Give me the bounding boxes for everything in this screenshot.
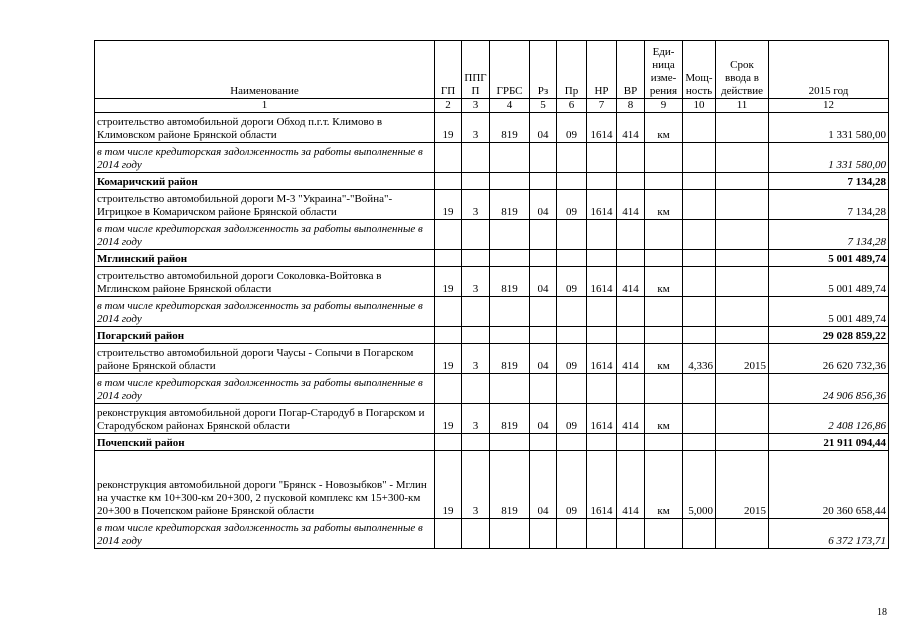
row-unit: км [645,404,683,434]
row-nr: 1614 [587,190,617,220]
col-number: 9 [645,99,683,113]
budget-table [94,40,889,549]
row-grbs: 819 [490,344,530,374]
row-rz: 04 [530,451,557,519]
row-amount: 20 360 658,44 [769,451,889,519]
row-ppgp: 3 [462,190,490,220]
header-grbs: ГРБС [490,41,530,99]
row-name: Мглинский район [95,250,435,267]
row-grbs: 819 [490,113,530,143]
row-pr: 09 [557,451,587,519]
row-rz: 04 [530,190,557,220]
col-number: 1 [95,99,435,113]
row-rz: 04 [530,113,557,143]
row-amount: 26 620 732,36 [769,344,889,374]
row-amount: 5 001 489,74 [769,267,889,297]
header-row [95,41,889,99]
header-year: 2015 год [769,41,889,99]
col-number: 6 [557,99,587,113]
row-name: в том числе кредиторская задолженность за работы выполненные в 2014 году [95,297,435,327]
row-term: 2015 [716,344,769,374]
row-name: строительство автомобильной дороги М-3 "Украина"-"Война"-Игрицкое в Комаричском районе Брянской области [95,190,435,220]
col-number: 10 [683,99,716,113]
table-row [95,250,889,267]
table-row [95,297,889,327]
row-gp: 19 [435,190,462,220]
row-rz: 04 [530,344,557,374]
row-gp: 19 [435,451,462,519]
row-pr: 09 [557,267,587,297]
header-pr: Пр [557,41,587,99]
row-amount: 2 408 126,86 [769,404,889,434]
row-name: в том числе кредиторская задолженность за работы выполненные в 2014 году [95,519,435,549]
col-number: 12 [769,99,889,113]
row-name: реконструкция автомобильной дороги "Брянск - Новозыбков" - Мглин на участке км 10+300-км 20+300, 2 пусковой комплекс км 15+300-км 20+300 в Почепском районе Брянской области [95,451,435,519]
row-ppgp: 3 [462,451,490,519]
row-pr: 09 [557,344,587,374]
row-power [683,190,716,220]
row-pr: 09 [557,404,587,434]
col-number: 11 [716,99,769,113]
row-grbs: 819 [490,451,530,519]
row-gp: 19 [435,404,462,434]
row-grbs: 819 [490,267,530,297]
header-unit: Еди-ница изме-рения [645,41,683,99]
row-gp: 19 [435,267,462,297]
row-amount: 5 001 489,74 [769,250,889,267]
page-number: 18 [877,607,887,618]
row-nr: 1614 [587,267,617,297]
row-power [683,404,716,434]
table-row [95,173,889,190]
row-pr: 09 [557,113,587,143]
row-grbs: 819 [490,404,530,434]
row-nr: 1614 [587,344,617,374]
table-row [95,344,889,374]
row-amount: 5 001 489,74 [769,297,889,327]
row-name: в том числе кредиторская задолженность за работы выполненные в 2014 году [95,220,435,250]
row-amount: 24 906 856,36 [769,374,889,404]
row-rz: 04 [530,404,557,434]
row-amount: 7 134,28 [769,173,889,190]
row-amount: 7 134,28 [769,220,889,250]
row-name: Погарский район [95,327,435,344]
table-row [95,113,889,143]
row-vr: 414 [617,113,645,143]
header-name: Наименование [95,41,435,99]
row-vr: 414 [617,404,645,434]
row-grbs: 819 [490,190,530,220]
header-nr: НР [587,41,617,99]
row-amount: 6 372 173,71 [769,519,889,549]
table-row [95,374,889,404]
row-amount: 1 331 580,00 [769,113,889,143]
col-number: 3 [462,99,490,113]
header-rz: Рз [530,41,557,99]
row-nr: 1614 [587,451,617,519]
row-vr: 414 [617,451,645,519]
row-ppgp: 3 [462,404,490,434]
col-number: 5 [530,99,557,113]
header-term: Срок ввода в действие [716,41,769,99]
row-name: строительство автомобильной дороги Соколовка-Войтовка в Мглинском районе Брянской области [95,267,435,297]
table-row [95,519,889,549]
row-rz: 04 [530,267,557,297]
column-number-row [95,99,889,113]
row-term [716,267,769,297]
row-term [716,404,769,434]
table-row [95,451,889,519]
row-unit: км [645,451,683,519]
row-unit: км [645,344,683,374]
header-ppgp: ППГ П [462,41,490,99]
row-name: в том числе кредиторская задолженность за работы выполненные в 2014 году [95,374,435,404]
row-term: 2015 [716,451,769,519]
row-unit: км [645,267,683,297]
table-row [95,434,889,451]
row-power: 5,000 [683,451,716,519]
row-nr: 1614 [587,113,617,143]
row-unit: км [645,190,683,220]
table-row [95,143,889,173]
row-ppgp: 3 [462,267,490,297]
table-row [95,220,889,250]
row-name: Почепский район [95,434,435,451]
row-amount: 1 331 580,00 [769,143,889,173]
col-number: 7 [587,99,617,113]
header-power: Мощ-ность [683,41,716,99]
row-name: строительство автомобильной дороги Обход п.г.т. Климово в Климовском районе Брянской области [95,113,435,143]
row-amount: 7 134,28 [769,190,889,220]
row-power [683,267,716,297]
row-amount: 29 028 859,22 [769,327,889,344]
row-term [716,113,769,143]
row-unit: км [645,113,683,143]
row-name: реконструкция автомобильной дороги Погар-Стародуб в Погарском и Стародубском районах Брянской области [95,404,435,434]
row-vr: 414 [617,190,645,220]
row-amount: 21 911 094,44 [769,434,889,451]
col-number: 8 [617,99,645,113]
row-name: Комаричский район [95,173,435,190]
table-row [95,190,889,220]
row-vr: 414 [617,267,645,297]
col-number: 2 [435,99,462,113]
row-ppgp: 3 [462,344,490,374]
row-power: 4,336 [683,344,716,374]
row-gp: 19 [435,113,462,143]
header-vr: ВР [617,41,645,99]
table-row [95,327,889,344]
row-nr: 1614 [587,404,617,434]
row-name: строительство автомобильной дороги Чаусы - Сопычи в Погарском районе Брянской области [95,344,435,374]
row-gp: 19 [435,344,462,374]
row-pr: 09 [557,190,587,220]
table-row [95,267,889,297]
row-term [716,190,769,220]
row-ppgp: 3 [462,113,490,143]
row-power [683,113,716,143]
table-row [95,404,889,434]
row-name: в том числе кредиторская задолженность за работы выполненные в 2014 году [95,143,435,173]
col-number: 4 [490,99,530,113]
row-vr: 414 [617,344,645,374]
header-gp: ГП [435,41,462,99]
